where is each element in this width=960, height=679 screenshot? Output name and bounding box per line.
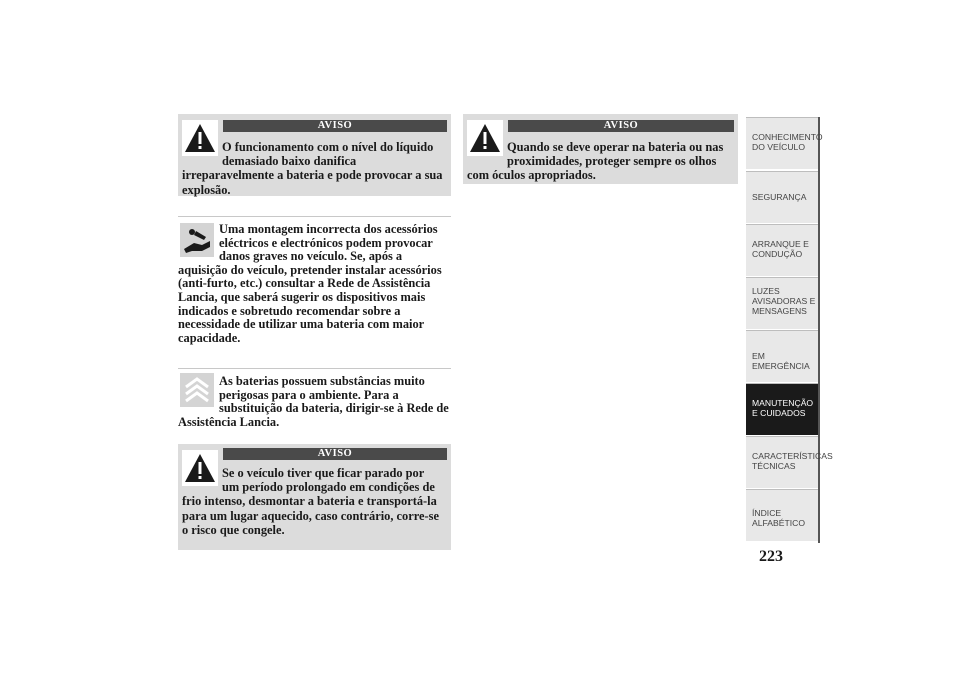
note-text: Uma montagem incorrecta dos acessórios eléctricos e electrónicos podem provocar danos graves no veículo. Se, após a aquisição do veículo, pretender instalar acessórios (anti-furto, etc.) consultar a Rede de Assistência Lancia, que saberá sugerir os dispositivos mais indicados e sobretudo recomendar sobre a necessidade de utilizar uma bateria com maior capacidade. <box>178 222 442 345</box>
tab-label: ÍNDICE ALFABÉTICO <box>752 508 806 528</box>
warning-header: AVISO <box>223 448 447 460</box>
note-text: As baterias possuem substâncias muito perigosas para o ambiente. Para a substituição da bateria, dirigir-se à Rede de Assistência Lancia. <box>178 374 449 429</box>
note-electrical-accessories <box>178 216 451 356</box>
tab-label: EM EMERGÊNCIA <box>752 351 810 371</box>
tab-label: CONHECIMENTO DO VEÍCULO <box>752 132 823 152</box>
tab-label: CARACTERÍSTICAS TÉCNICAS <box>752 451 833 471</box>
warning-header: AVISO <box>508 120 734 132</box>
warning-text: Quando se deve operar na bateria ou nas proximidades, proteger sempre os olhos com óculos apropriados. <box>467 140 724 183</box>
tab-label: SEGURANÇA <box>752 192 807 202</box>
tab-em-emergencia[interactable] <box>746 330 818 382</box>
warning-box-eye-protection <box>463 114 738 184</box>
chapter-index-sidebar <box>746 117 833 543</box>
tab-indice-alfabetico[interactable] <box>746 489 818 541</box>
tab-label: LUZES AVISADORAS E MENSAGENS <box>752 286 816 316</box>
warning-text: Se o veículo tiver que ficar parado por um período prolongado em condições de frio intenso, desmontar a bateria e transportá-la para um lugar aquecido, caso contrário, corre-se o risco que congele. <box>182 466 439 537</box>
note-environment <box>178 368 451 434</box>
warning-header: AVISO <box>223 120 447 132</box>
tab-label: MANUTENÇÃO E CUIDADOS <box>752 398 814 418</box>
page-number: 223 <box>759 548 783 565</box>
tab-luzes-avisadoras[interactable] <box>746 277 818 329</box>
tab-seguranca[interactable] <box>746 171 818 223</box>
tab-conhecimento-do-veiculo[interactable] <box>746 117 823 169</box>
tab-manutencao-e-cuidados[interactable] <box>746 383 818 435</box>
tab-caracteristicas-tecnicas[interactable] <box>746 436 833 488</box>
tab-label: ARRANQUE E CONDUÇÃO <box>752 239 809 259</box>
tab-arranque-e-conducao[interactable] <box>746 224 818 276</box>
warning-text: O funcionamento com o nível do líquido demasiado baixo danifica irreparavelmente a bateria e pode provocar a sua explosão. <box>182 140 443 197</box>
warning-box-battery-level <box>178 114 451 196</box>
warning-box-cold-storage <box>178 444 451 550</box>
